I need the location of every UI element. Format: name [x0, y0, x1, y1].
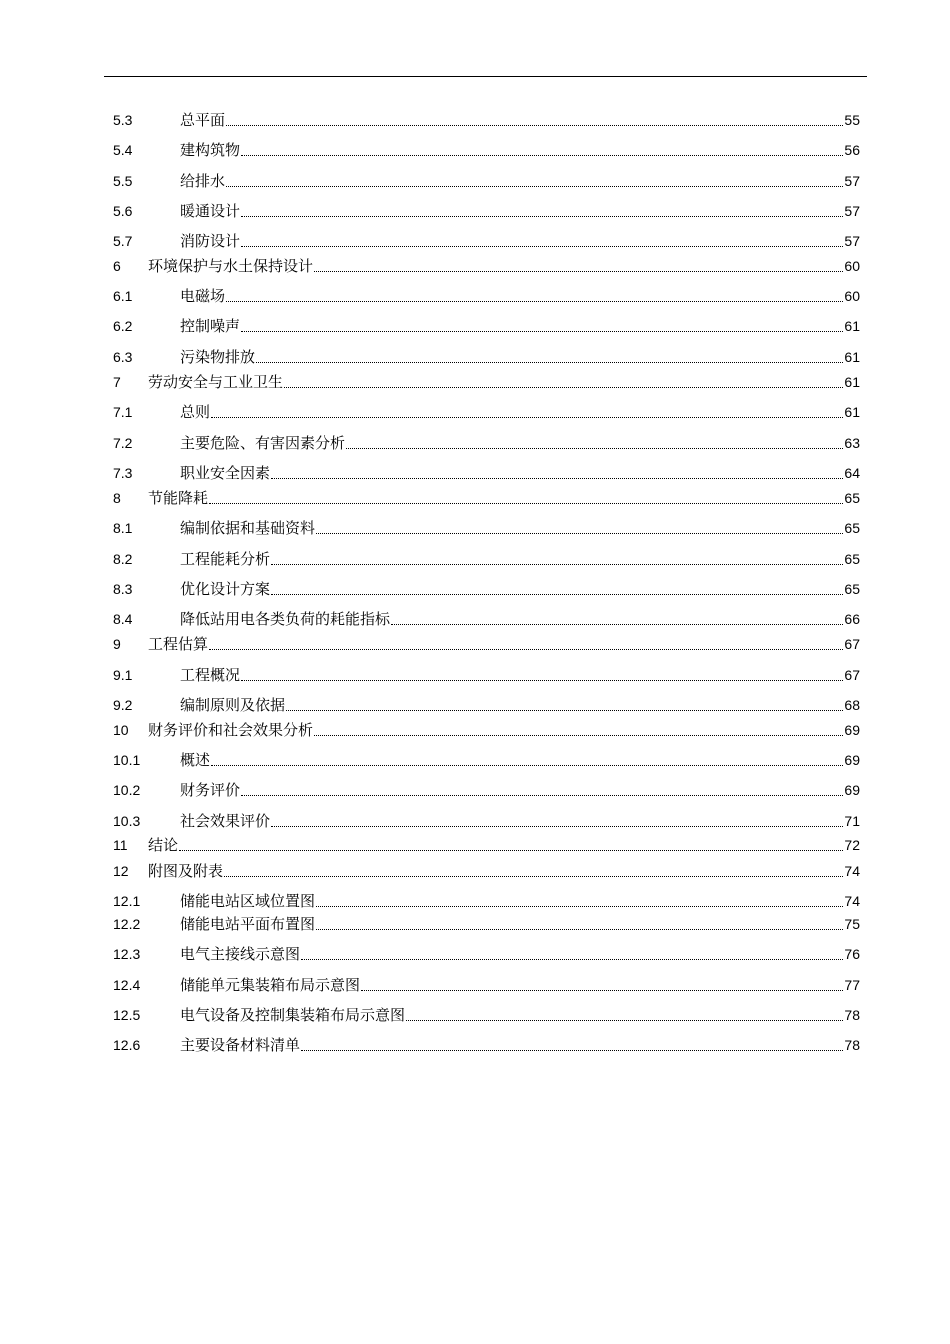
toc-leader-dots — [316, 891, 843, 911]
toc-leader-dots — [241, 201, 843, 221]
toc-entry-page: 69 — [844, 722, 860, 738]
toc-entry[interactable] — [113, 634, 860, 654]
toc-leader-dots — [224, 861, 843, 881]
toc-entry-number: 12.1 — [113, 893, 141, 909]
toc-leader-dots — [241, 780, 843, 800]
toc-entry-page: 74 — [844, 863, 860, 879]
toc-entry-page: 66 — [844, 611, 860, 627]
toc-entry-title: 储能单元集装箱布局示意图 — [180, 976, 361, 994]
toc-entry-page: 75 — [844, 916, 860, 932]
toc-entry-number: 12.6 — [113, 1037, 141, 1053]
toc-entry-title: 职业安全因素 — [180, 464, 271, 482]
toc-entry-page: 69 — [844, 782, 860, 798]
toc-entry-number: 5.5 — [113, 173, 133, 189]
toc-entry[interactable] — [113, 316, 860, 336]
toc-entry-number: 10 — [113, 722, 129, 738]
toc-entry-number: 8 — [113, 490, 121, 506]
toc-entry-page: 65 — [844, 490, 860, 506]
toc-leader-dots — [211, 750, 843, 770]
toc-entry[interactable] — [113, 1005, 860, 1025]
toc-entry-page: 67 — [844, 667, 860, 683]
toc-leader-dots — [241, 316, 843, 336]
toc-entry-title: 主要危险、有害因素分析 — [180, 434, 346, 452]
toc-entry-page: 71 — [844, 813, 860, 829]
toc-entry-title: 节能降耗 — [148, 489, 209, 507]
toc-entry-title: 总则 — [180, 403, 211, 421]
toc-entry[interactable] — [113, 914, 860, 934]
toc-entry-title: 编制原则及依据 — [180, 696, 286, 714]
toc-entry[interactable] — [113, 372, 860, 392]
toc-leader-dots — [179, 835, 843, 855]
toc-entry-page: 65 — [844, 551, 860, 567]
toc-entry[interactable] — [113, 518, 860, 538]
toc-entry-title: 电磁场 — [180, 287, 226, 305]
toc-entry-title: 电气设备及控制集装箱布局示意图 — [180, 1006, 406, 1024]
toc-leader-dots — [226, 171, 843, 191]
toc-entry[interactable] — [113, 488, 860, 508]
toc-entry[interactable] — [113, 1035, 860, 1055]
toc-entry-title: 储能电站平面布置图 — [180, 915, 316, 933]
toc-entry[interactable] — [113, 720, 860, 740]
toc-leader-dots — [226, 110, 843, 130]
toc-entry-number: 7.1 — [113, 404, 133, 420]
toc-entry-title: 社会效果评价 — [180, 812, 271, 830]
toc-entry-page: 68 — [844, 697, 860, 713]
toc-entry-page: 77 — [844, 977, 860, 993]
toc-entry[interactable] — [113, 609, 860, 629]
toc-entry-number: 10.1 — [113, 752, 141, 768]
toc-entry-title: 储能电站区域位置图 — [180, 892, 316, 910]
toc-entry-number: 6 — [113, 258, 121, 274]
toc-entry[interactable] — [113, 891, 860, 911]
toc-leader-dots — [301, 1035, 843, 1055]
toc-leader-dots — [271, 549, 843, 569]
toc-leader-dots — [284, 372, 843, 392]
toc-entry-title: 主要设备材料清单 — [180, 1036, 301, 1054]
toc-entry-title: 财务评价 — [180, 781, 241, 799]
toc-leader-dots — [241, 140, 843, 160]
toc-entry[interactable] — [113, 835, 860, 855]
toc-entry-title: 暖通设计 — [180, 202, 241, 220]
toc-entry-title: 优化设计方案 — [180, 580, 271, 598]
toc-entry-page: 57 — [844, 233, 860, 249]
toc-entry[interactable] — [113, 110, 860, 130]
toc-entry-number: 8.3 — [113, 581, 133, 597]
toc-entry-title: 控制噪声 — [180, 317, 241, 335]
toc-entry-number: 8.4 — [113, 611, 133, 627]
toc-leader-dots — [314, 720, 843, 740]
toc-leader-dots — [271, 463, 843, 483]
toc-entry-number: 12.5 — [113, 1007, 141, 1023]
toc-entry-title: 给排水 — [180, 172, 226, 190]
toc-entry[interactable] — [113, 463, 860, 483]
toc-entry[interactable] — [113, 944, 860, 964]
toc-entry-number: 5.4 — [113, 142, 133, 158]
toc-entry-title: 工程概况 — [180, 666, 241, 684]
toc-entry-title: 污染物排放 — [180, 348, 256, 366]
toc-entry-number: 10.3 — [113, 813, 141, 829]
toc-entry-number: 5.3 — [113, 112, 133, 128]
toc-entry-number: 5.6 — [113, 203, 133, 219]
toc-entry-number: 8.2 — [113, 551, 133, 567]
toc-leader-dots — [314, 256, 843, 276]
toc-entry[interactable] — [113, 433, 860, 453]
toc-entry[interactable] — [113, 750, 860, 770]
toc-entry[interactable] — [113, 402, 860, 422]
toc-entry-number: 7 — [113, 374, 121, 390]
toc-entry-number: 9.1 — [113, 667, 133, 683]
toc-entry-number: 10.2 — [113, 782, 141, 798]
toc-entry[interactable] — [113, 347, 860, 367]
toc-entry-page: 56 — [844, 142, 860, 158]
toc-leader-dots — [286, 695, 843, 715]
toc-entry-title: 建构筑物 — [180, 141, 241, 159]
toc-entry[interactable] — [113, 140, 860, 160]
toc-entry[interactable] — [113, 201, 860, 221]
toc-entry[interactable] — [113, 256, 860, 276]
toc-entry-page: 72 — [844, 837, 860, 853]
toc-entry-page: 60 — [844, 258, 860, 274]
toc-entry-number: 6.1 — [113, 288, 133, 304]
toc-entry[interactable] — [113, 231, 860, 251]
toc-entry[interactable] — [113, 171, 860, 191]
toc-entry-page: 67 — [844, 636, 860, 652]
toc-entry-number: 12.4 — [113, 977, 141, 993]
toc-leader-dots — [316, 518, 843, 538]
toc-entry-number: 7.2 — [113, 435, 133, 451]
toc-entry[interactable] — [113, 286, 860, 306]
toc-entry-number: 6.2 — [113, 318, 133, 334]
toc-entry-page: 78 — [844, 1037, 860, 1053]
toc-entry-page: 78 — [844, 1007, 860, 1023]
toc-leader-dots — [406, 1005, 843, 1025]
toc-entry-title: 劳动安全与工业卫生 — [148, 373, 284, 391]
toc-entry-page: 55 — [844, 112, 860, 128]
toc-entry-page: 61 — [844, 374, 860, 390]
toc-entry-page: 60 — [844, 288, 860, 304]
toc-entry-title: 编制依据和基础资料 — [180, 519, 316, 537]
toc-entry-number: 11 — [113, 837, 128, 853]
toc-entry-page: 65 — [844, 520, 860, 536]
toc-entry-title: 结论 — [148, 836, 179, 854]
toc-entry-title: 电气主接线示意图 — [180, 945, 301, 963]
toc-entry-number: 9.2 — [113, 697, 133, 713]
toc-entry[interactable] — [113, 579, 860, 599]
toc-entry-page: 57 — [844, 203, 860, 219]
toc-entry-title: 附图及附表 — [148, 862, 224, 880]
toc-leader-dots — [346, 433, 843, 453]
toc-entry-page: 57 — [844, 173, 860, 189]
toc-entry[interactable] — [113, 695, 860, 715]
toc-entry[interactable] — [113, 549, 860, 569]
toc-entry-title: 工程估算 — [148, 635, 209, 653]
toc-leader-dots — [209, 488, 843, 508]
toc-entry-title: 消防设计 — [180, 232, 241, 250]
toc-entry-page: 61 — [844, 318, 860, 334]
toc-leader-dots — [271, 579, 843, 599]
toc-leader-dots — [361, 975, 843, 995]
toc-entry-title: 总平面 — [180, 111, 226, 129]
toc-entry-number: 5.7 — [113, 233, 133, 249]
toc-leader-dots — [211, 402, 843, 422]
toc-entry-page: 74 — [844, 893, 860, 909]
toc-entry-page: 61 — [844, 349, 860, 365]
toc-entry-page: 69 — [844, 752, 860, 768]
toc-leader-dots — [256, 347, 843, 367]
toc-entry[interactable] — [113, 811, 860, 831]
toc-entry-page: 65 — [844, 581, 860, 597]
toc-entry-number: 8.1 — [113, 520, 133, 536]
toc-leader-dots — [391, 609, 843, 629]
toc-leader-dots — [241, 231, 843, 251]
toc-leader-dots — [271, 811, 843, 831]
toc-leader-dots — [316, 914, 843, 934]
toc-entry-number: 12.3 — [113, 946, 141, 962]
toc-entry[interactable] — [113, 665, 860, 685]
toc-entry-title: 财务评价和社会效果分析 — [148, 721, 314, 739]
toc-entry-page: 64 — [844, 465, 860, 481]
toc-entry-number: 12.2 — [113, 916, 141, 932]
toc-entry[interactable] — [113, 975, 860, 995]
toc-leader-dots — [209, 634, 843, 654]
toc-leader-dots — [226, 286, 843, 306]
toc-entry-title: 降低站用电各类负荷的耗能指标 — [180, 610, 391, 628]
toc-entry-number: 7.3 — [113, 465, 133, 481]
toc-entry-page: 61 — [844, 404, 860, 420]
toc-entry-title: 环境保护与水土保持设计 — [148, 257, 314, 275]
toc-entry-title: 概述 — [180, 751, 211, 769]
toc-entry-page: 76 — [844, 946, 860, 962]
toc-entry-number: 12 — [113, 863, 129, 879]
toc-entry-number: 6.3 — [113, 349, 133, 365]
toc-entry[interactable] — [113, 861, 860, 881]
toc-entry-page: 63 — [844, 435, 860, 451]
toc-entry-number: 9 — [113, 636, 121, 652]
toc-leader-dots — [241, 665, 843, 685]
toc-leader-dots — [301, 944, 843, 964]
toc-entry[interactable] — [113, 780, 860, 800]
toc-entry-title: 工程能耗分析 — [180, 550, 271, 568]
